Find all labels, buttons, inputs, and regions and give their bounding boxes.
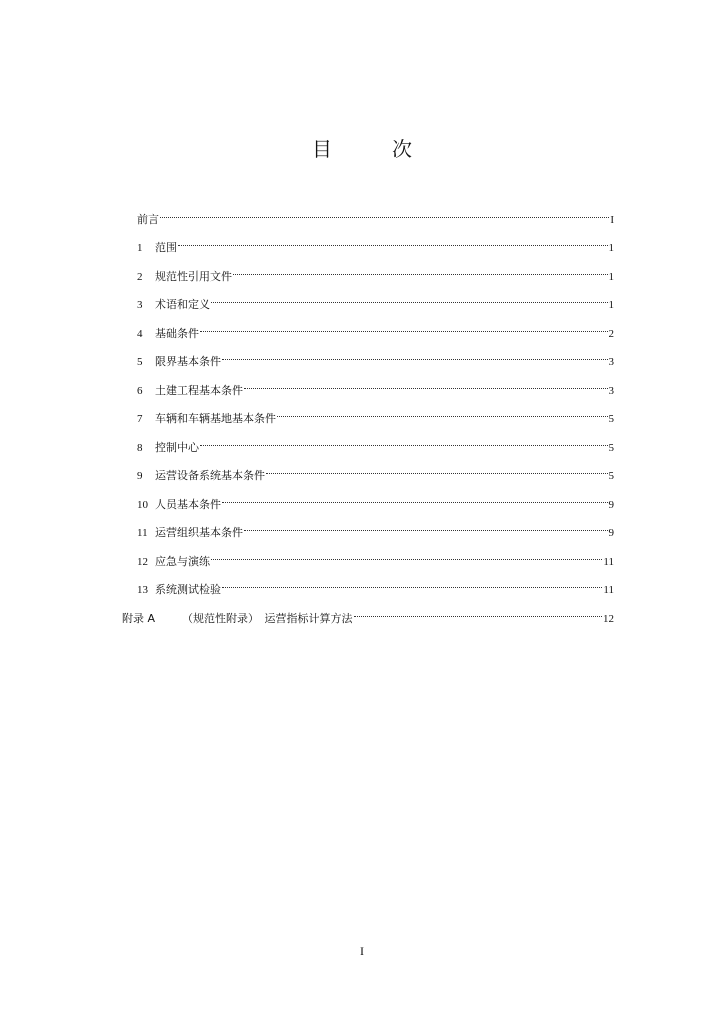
toc-leader-dots bbox=[266, 459, 608, 479]
toc-entry-8[interactable] bbox=[137, 431, 614, 454]
toc-entry-page: 1 bbox=[608, 271, 614, 283]
toc-leader-dots bbox=[354, 602, 603, 622]
toc-entry-12[interactable] bbox=[137, 545, 614, 568]
toc-entry-page: I bbox=[610, 214, 614, 226]
toc-entry-number: 11 bbox=[137, 527, 148, 539]
toc-entry-page: 11 bbox=[603, 556, 614, 568]
toc-entry-11[interactable] bbox=[137, 516, 614, 539]
toc-leader-dots bbox=[200, 317, 608, 337]
toc-leader-dots bbox=[178, 231, 608, 251]
toc-leader-dots bbox=[244, 516, 608, 536]
toc-entry-number: 10 bbox=[137, 499, 148, 511]
toc-entry-number: 2 bbox=[137, 271, 143, 283]
toc-leader-dots bbox=[211, 545, 602, 565]
toc-entry-number: 13 bbox=[137, 584, 148, 596]
toc-entry-page: 11 bbox=[603, 584, 614, 596]
toc-leader-dots bbox=[211, 288, 608, 308]
toc-entry-page: 5 bbox=[608, 413, 614, 425]
toc-entry-page: 1 bbox=[608, 242, 614, 254]
toc-entry-page: 1 bbox=[608, 299, 614, 311]
toc-entry-number: 7 bbox=[137, 413, 143, 425]
toc-entry-page: 9 bbox=[608, 499, 614, 511]
toc-entry-label: 运营设备系统基本条件 bbox=[155, 469, 265, 482]
toc-entry-page: 5 bbox=[608, 442, 614, 454]
toc-leader-dots bbox=[160, 203, 609, 223]
toc-entry-appendix-a[interactable] bbox=[122, 602, 614, 625]
toc-entry-9[interactable] bbox=[137, 459, 614, 482]
toc-entry-number: 3 bbox=[137, 299, 143, 311]
toc-entry-page: 3 bbox=[608, 356, 614, 368]
toc-leader-dots bbox=[244, 374, 608, 394]
toc-entry-number: 5 bbox=[137, 356, 143, 368]
toc-entry-label: 运营组织基本条件 bbox=[155, 526, 243, 539]
toc-leader-dots bbox=[277, 402, 608, 422]
toc-entry-6[interactable] bbox=[137, 374, 614, 397]
toc-entry-2[interactable] bbox=[137, 260, 614, 283]
toc-entry-label: 范围 bbox=[155, 241, 177, 254]
toc-entry-1[interactable] bbox=[137, 231, 614, 254]
toc-entry-number: 6 bbox=[137, 385, 143, 397]
toc-entry-number: 1 bbox=[137, 242, 143, 254]
toc-entry-label: 限界基本条件 bbox=[155, 355, 221, 368]
toc-entry-number: 附录 A bbox=[122, 612, 156, 625]
toc-entry-number: 9 bbox=[137, 470, 143, 482]
toc-entry-3[interactable] bbox=[137, 288, 614, 311]
toc-entry-5[interactable] bbox=[137, 345, 614, 368]
toc-entry-13[interactable] bbox=[137, 573, 614, 596]
toc-entry-label: 基础条件 bbox=[155, 327, 199, 340]
toc-entry-foreword[interactable] bbox=[137, 203, 614, 226]
toc-entry-page: 3 bbox=[608, 385, 614, 397]
toc-leader-dots bbox=[233, 260, 608, 280]
toc-leader-dots bbox=[222, 345, 608, 365]
toc-entry-label: 前言 bbox=[137, 213, 159, 226]
toc-title: 目 次 bbox=[312, 137, 432, 161]
toc-entry-label: 术语和定义 bbox=[155, 298, 210, 311]
page-number: I bbox=[360, 944, 364, 958]
toc-entry-label: 人员基本条件 bbox=[155, 498, 221, 511]
toc-leader-dots bbox=[222, 488, 608, 508]
toc-entry-label: （规范性附录） 运营指标计算方法 bbox=[182, 612, 353, 625]
toc-entry-label: 控制中心 bbox=[155, 441, 199, 454]
toc-entry-page: 5 bbox=[608, 470, 614, 482]
toc-entry-number: 8 bbox=[137, 442, 143, 454]
toc-leader-dots bbox=[200, 431, 608, 451]
toc-entry-label: 土建工程基本条件 bbox=[155, 384, 243, 397]
toc-leader-dots bbox=[222, 573, 602, 593]
toc-entry-label: 车辆和车辆基地基本条件 bbox=[155, 412, 276, 425]
toc-entry-10[interactable] bbox=[137, 488, 614, 511]
toc-entry-label: 系统测试检验 bbox=[155, 583, 221, 596]
toc-entry-number: 12 bbox=[137, 556, 148, 568]
toc-entry-page: 9 bbox=[608, 527, 614, 539]
toc-entry-label: 应急与演练 bbox=[155, 555, 210, 568]
toc-entry-page: 2 bbox=[608, 328, 614, 340]
toc-entry-number: 4 bbox=[137, 328, 143, 340]
toc-entry-7[interactable] bbox=[137, 402, 614, 425]
toc-entry-4[interactable] bbox=[137, 317, 614, 340]
toc-entry-label: 规范性引用文件 bbox=[155, 270, 232, 283]
toc-entry-page: 12 bbox=[603, 613, 614, 625]
